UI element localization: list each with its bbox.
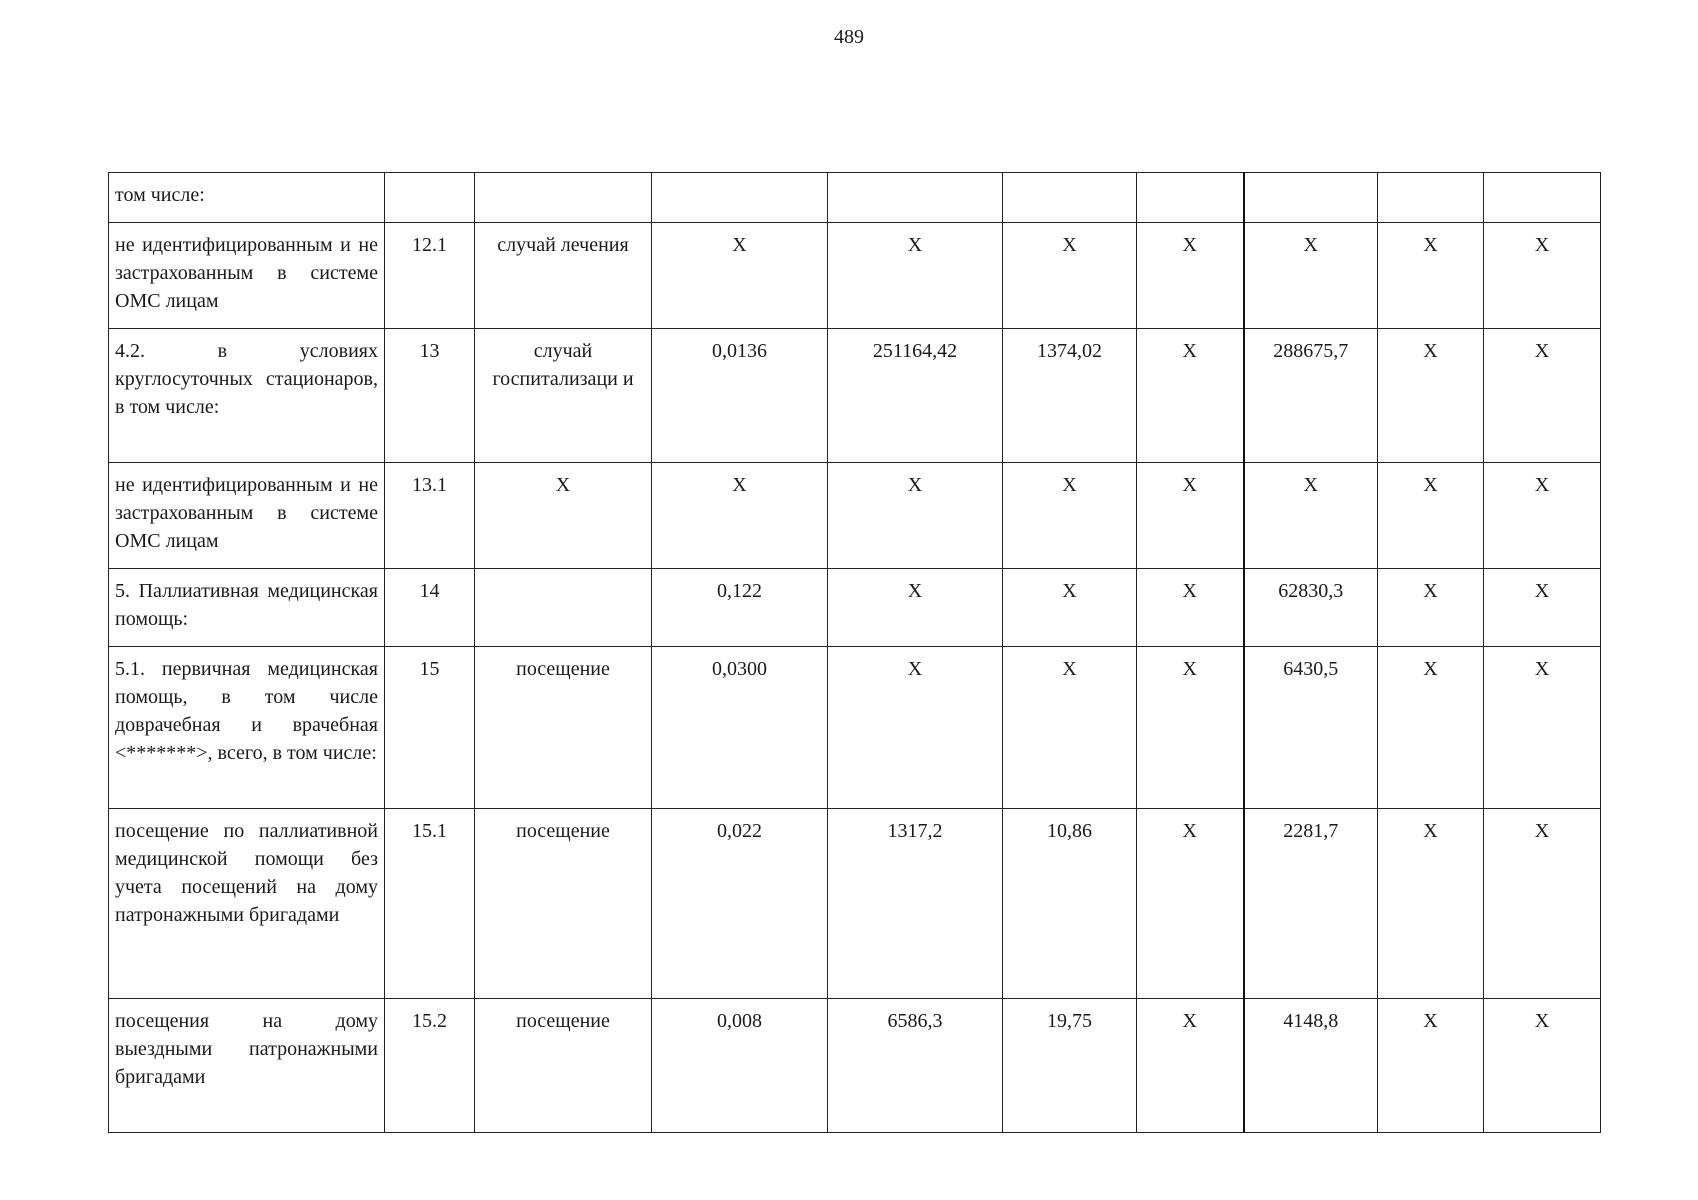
row-number: 13.1 (385, 463, 475, 569)
value-cell: Х (1378, 463, 1484, 569)
row-label: 4.2. в условиях круглосуточных стационаров, в том числе: (109, 329, 385, 463)
value-cell: Х (1378, 809, 1484, 999)
value-cell: Х (652, 463, 828, 569)
value-cell (1244, 173, 1378, 223)
value-cell: Х (1378, 999, 1484, 1133)
unit-cell: случай лечения (475, 223, 652, 329)
value-cell: 0,008 (652, 999, 828, 1133)
value-cell: Х (1137, 647, 1244, 809)
row-number: 12.1 (385, 223, 475, 329)
value-cell (1484, 173, 1601, 223)
value-cell: Х (1484, 223, 1601, 329)
unit-cell: посещение (475, 809, 652, 999)
page-number: 489 (834, 26, 864, 48)
value-cell: Х (828, 647, 1003, 809)
value-cell: Х (1137, 329, 1244, 463)
value-cell: Х (828, 463, 1003, 569)
value-cell: Х (1484, 647, 1601, 809)
row-label: 5. Паллиативная медицинская помощь: (109, 569, 385, 647)
value-cell (1003, 173, 1137, 223)
unit-cell (475, 173, 652, 223)
unit-cell: посещение (475, 999, 652, 1133)
value-cell: Х (1137, 463, 1244, 569)
value-cell (652, 173, 828, 223)
row-number: 13 (385, 329, 475, 463)
table-row (109, 999, 1601, 1133)
table-row (109, 809, 1601, 999)
value-cell: 19,75 (1003, 999, 1137, 1133)
value-cell: Х (1137, 999, 1244, 1133)
value-cell: 1374,02 (1003, 329, 1137, 463)
value-cell: Х (1484, 809, 1601, 999)
table-row (109, 329, 1601, 463)
value-cell (1137, 173, 1244, 223)
value-cell: Х (1484, 329, 1601, 463)
row-label: посещение по паллиативной медицинской помощи без учета посещений на дому патронажными бригадами (109, 809, 385, 999)
row-label: том числе: (109, 173, 385, 223)
value-cell: 1317,2 (828, 809, 1003, 999)
value-cell: Х (1484, 569, 1601, 647)
unit-cell: посещение (475, 647, 652, 809)
unit-cell: случай госпитализаци и (475, 329, 652, 463)
value-cell: Х (1003, 647, 1137, 809)
value-cell: Х (1137, 569, 1244, 647)
table-row (109, 463, 1601, 569)
row-label: не идентифицированным и не застрахованным в системе ОМС лицам (109, 463, 385, 569)
value-cell: Х (1484, 999, 1601, 1133)
row-label: не идентифицированным и не застрахованным в системе ОМС лицам (109, 223, 385, 329)
value-cell (1378, 173, 1484, 223)
value-cell (828, 173, 1003, 223)
value-cell: Х (1244, 463, 1378, 569)
value-cell: Х (828, 223, 1003, 329)
table-row (109, 647, 1601, 809)
data-table (108, 172, 1601, 1133)
value-cell: Х (1378, 647, 1484, 809)
value-cell: 4148,8 (1244, 999, 1378, 1133)
table-row (109, 223, 1601, 329)
row-number: 15 (385, 647, 475, 809)
value-cell: Х (652, 223, 828, 329)
unit-cell (475, 569, 652, 647)
value-cell: Х (1003, 463, 1137, 569)
value-cell: Х (1137, 223, 1244, 329)
table-row (109, 173, 1601, 223)
value-cell: Х (1137, 809, 1244, 999)
value-cell: 251164,42 (828, 329, 1003, 463)
row-number: 15.2 (385, 999, 475, 1133)
value-cell: 6430,5 (1244, 647, 1378, 809)
row-number: 15.1 (385, 809, 475, 999)
value-cell: 0,0300 (652, 647, 828, 809)
value-cell: 0,022 (652, 809, 828, 999)
value-cell: 0,122 (652, 569, 828, 647)
value-cell: 62830,3 (1244, 569, 1378, 647)
value-cell: Х (1378, 329, 1484, 463)
value-cell: 0,0136 (652, 329, 828, 463)
value-cell: Х (1378, 569, 1484, 647)
value-cell: 6586,3 (828, 999, 1003, 1133)
row-number: 14 (385, 569, 475, 647)
table-row (109, 569, 1601, 647)
unit-cell: Х (475, 463, 652, 569)
value-cell: 10,86 (1003, 809, 1137, 999)
value-cell: 2281,7 (1244, 809, 1378, 999)
row-number (385, 173, 475, 223)
value-cell: 288675,7 (1244, 329, 1378, 463)
row-label: посещения на дому выездными патронажными бригадами (109, 999, 385, 1133)
value-cell: Х (828, 569, 1003, 647)
row-label: 5.1. первичная медицинская помощь, в том числе доврачебная и врачебная <*******>, всего, в том числе: (109, 647, 385, 809)
value-cell: Х (1378, 223, 1484, 329)
value-cell: Х (1244, 223, 1378, 329)
value-cell: Х (1003, 569, 1137, 647)
value-cell: Х (1484, 463, 1601, 569)
value-cell: Х (1003, 223, 1137, 329)
